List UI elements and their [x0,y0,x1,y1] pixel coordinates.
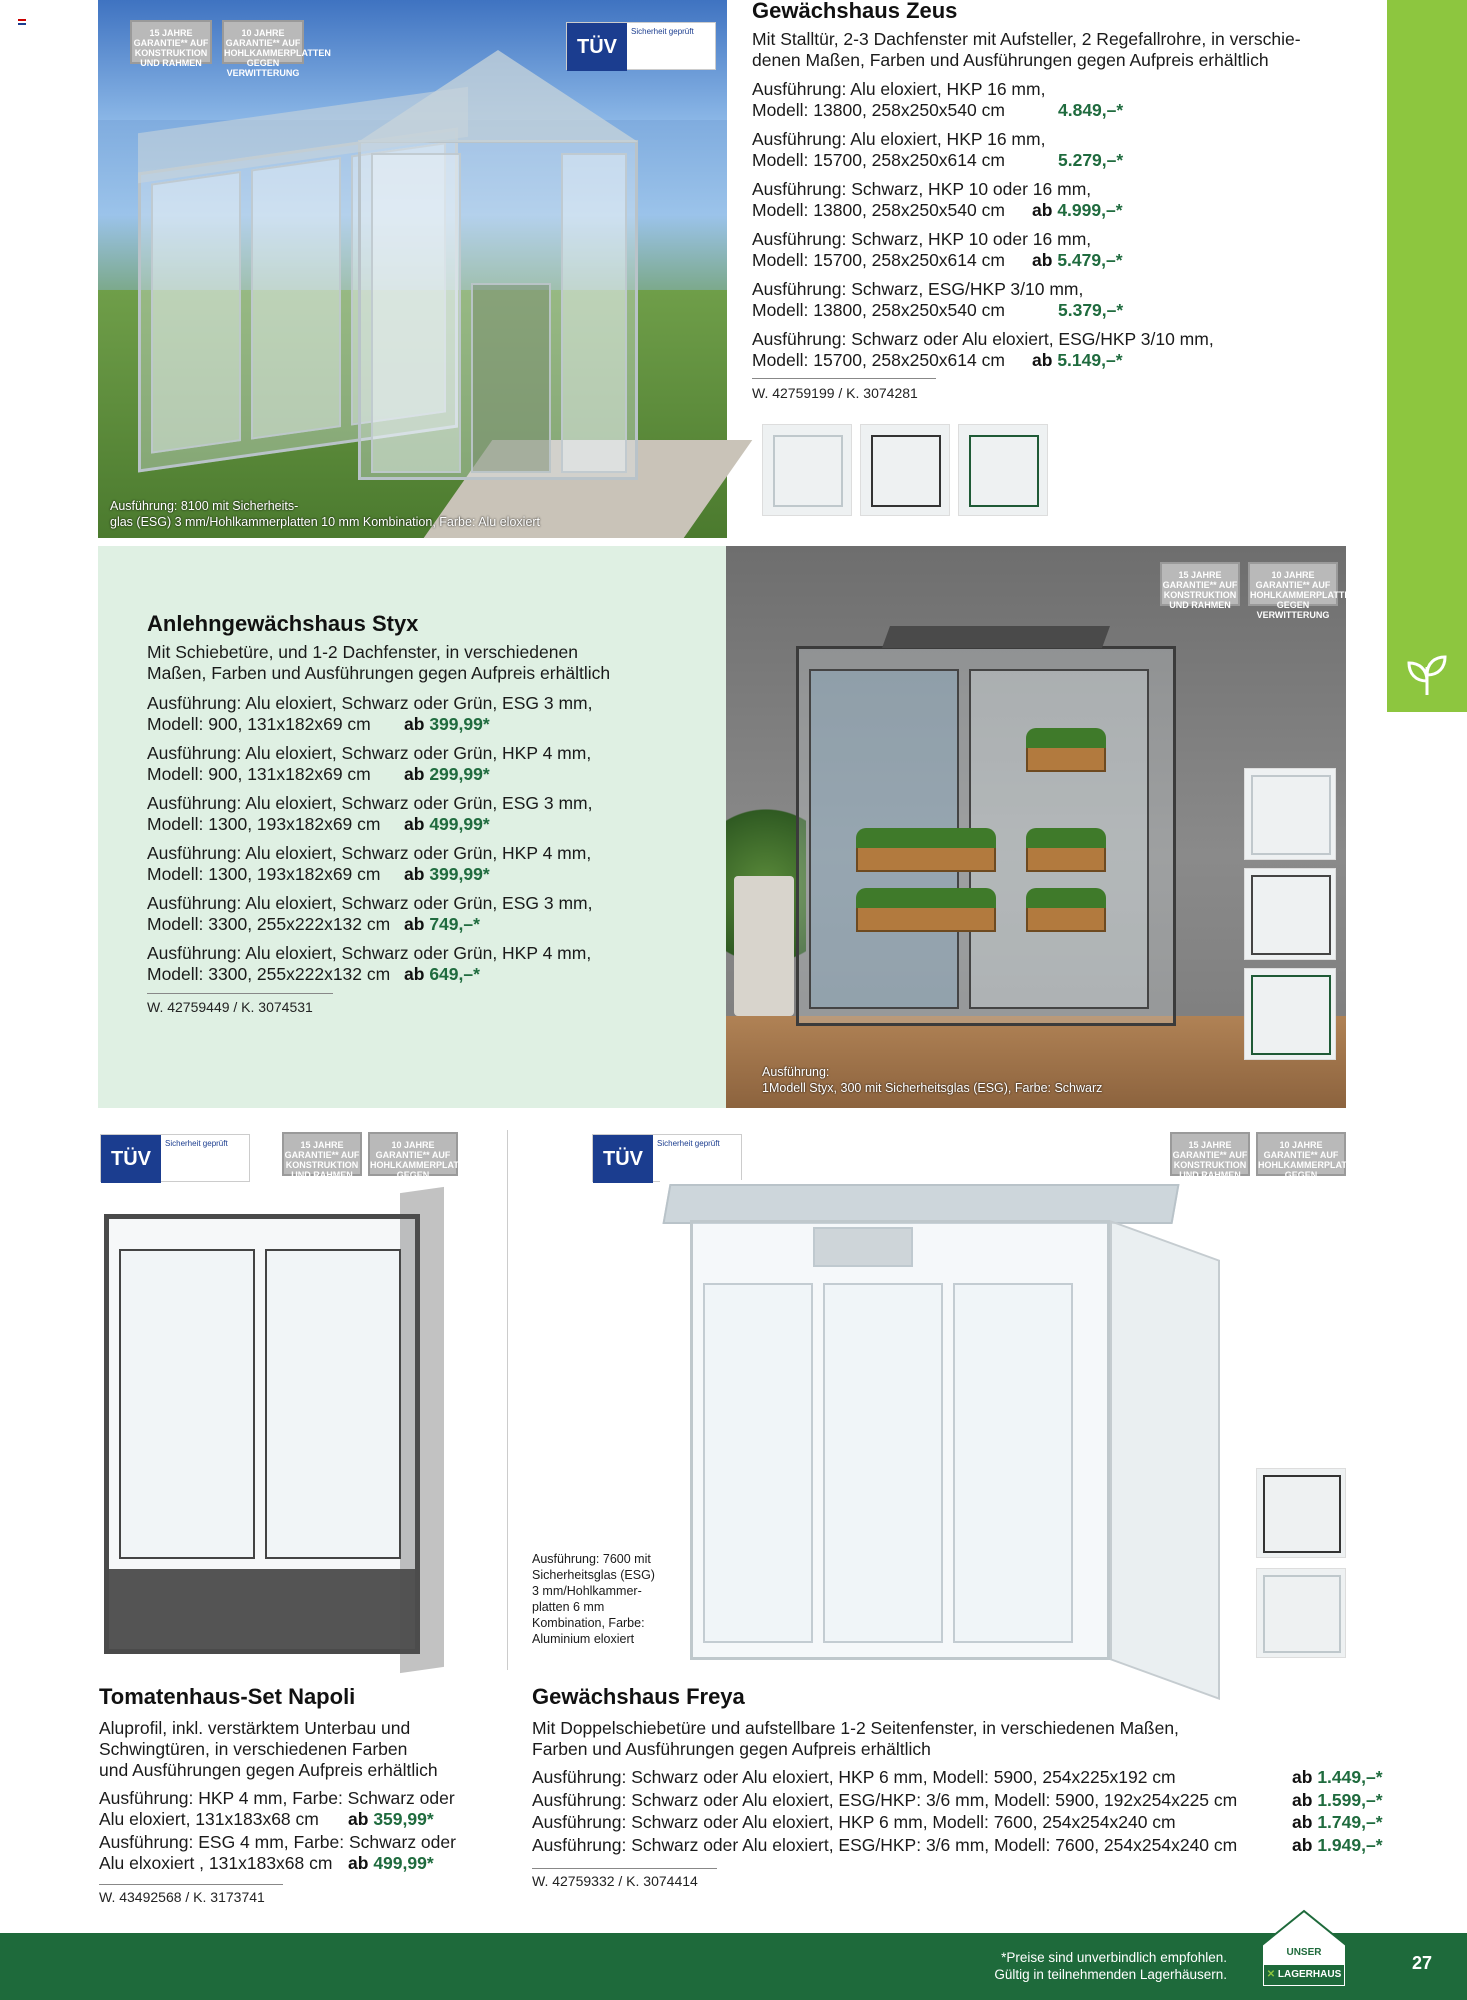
styx-caption: Ausführung: 1Modell Styx, 300 mit Sicherheitsglas (ESG), Farbe: Schwarz [762,1065,1103,1095]
tuv-seal: TÜV Sicherheit geprüft [566,22,716,70]
styx-photo [726,546,1357,1108]
variant-line: Ausführung: Alu eloxiert, HKP 16 mm, [752,129,1046,149]
napoli-sku: W. 43492568 / K. 3173741 [99,1889,265,1905]
variant-line: Modell: 3300, 255x222x132 cm [147,964,391,984]
price-prefix: ab [404,764,425,784]
variant-price [1292,1790,1383,1811]
variant-line: Ausführung: Schwarz, HKP 10 oder 16 mm, [752,229,1092,249]
zeus-thumb-alu[interactable] [762,424,852,516]
styx-title: Anlehngewächshaus Styx [147,611,419,636]
freya-title: Gewächshaus Freya [532,1684,745,1709]
page-number: 27 [1412,1953,1433,1973]
zeus-sku: W. 42759199 / K. 3074281 [752,385,918,401]
styx-description: Mit Schiebetüre, und 1-2 Dachfenster, in verschiedenen Maßen, Farben und Ausführungen gegen Aufpreis erhältlich [147,642,611,683]
price-value: 5.479,–* [1057,250,1123,270]
variant-line: Ausführung: Alu eloxiert, Schwarz oder Grün, ESG 3 mm, [147,893,593,913]
variant-line: Ausführung: ESG 4 mm, Farbe: Schwarz oder [99,1832,456,1852]
price-prefix: ab [404,964,425,984]
price-value: 299,99* [429,764,490,784]
freya-caption: Ausführung: 7600 mit Sicherheitsglas (ESG) 3 mm/Hohlkammer- platten 6 mm Kombination, Farbe: Aluminium eloxiert [532,1552,655,1646]
price-value: 359,99* [373,1809,434,1829]
napoli-title: Tomatenhaus-Set Napoli [99,1684,356,1709]
price-prefix: ab [1032,250,1053,270]
price-value: 1.749,–* [1317,1812,1383,1832]
freya-warranty-badge-10: 10 JAHRE GARANTIE** AUF HOHLKAMMERPLATTEN GEGEN VERWITTERUNG [1256,1132,1346,1176]
price-value: 749,–* [429,914,480,934]
napoli-warranty-badge-15: 15 JAHRE GARANTIE** AUF KONSTRUKTION UND RAHMEN [282,1132,362,1176]
napoli-tuv-seal: TÜV Sicherheit geprüft [100,1134,250,1182]
variant-price [404,764,490,785]
price-value: 5.279,–* [1058,150,1124,170]
zeus-description: Mit Stalltür, 2-3 Dachfenster mit Aufsteller, 2 Regefallrohre, in verschie- denen Maßen, Farben und Ausführungen gegen Aufpreis erhältlich [752,29,1301,70]
footer-disclaimer: *Preise sind unverbindlich empfohlen. Gültig in teilnehmenden Lagerhäusern. [994,1950,1227,1982]
styx-thumb-2[interactable] [1244,868,1336,960]
price-prefix: ab [1292,1834,1313,1855]
price-prefix: ab [1292,1789,1313,1810]
variant-line: Ausführung: Alu eloxiert, Schwarz oder Grün, HKP 4 mm, [147,743,592,763]
variant-price [1032,200,1123,221]
logo-bottom-text: ✕ LAGERHAUS [1266,1969,1342,1980]
variant-price [1032,250,1123,271]
variant-price [404,714,490,735]
price-value: 5.379,–* [1058,300,1124,320]
variant-line: Ausführung: Alu eloxiert, Schwarz oder Grün, HKP 4 mm, [147,943,592,963]
variant-line: Modell: 15700, 258x250x614 cm [752,250,1005,270]
styx-thumb-1[interactable] [1244,768,1336,860]
zeus-caption: Ausführung: 8100 mit Sicherheits- glas (ESG) 3 mm/Hohlkammerplatten 10 mm Kombination, Farbe: Alu eloxiert [110,499,541,529]
variant-line: Alu eloxiert, 131x183x68 cm [99,1809,319,1829]
variant-line: Ausführung: Alu eloxiert, Schwarz oder Grün, ESG 3 mm, [147,793,593,813]
price-prefix: ab [404,864,425,884]
variant-line: Ausführung: Schwarz oder Alu eloxiert, HKP 6 mm, Modell: 7600, 254x254x240 cm [532,1812,1176,1832]
zeus-thumb-black[interactable] [860,424,950,516]
price-value: 5.149,–* [1057,350,1123,370]
variant-line: Ausführung: HKP 4 mm, Farbe: Schwarz oder [99,1788,455,1808]
freya-thumb-black[interactable] [1256,1468,1346,1558]
variant-line: Ausführung: Schwarz, HKP 10 oder 16 mm, [752,179,1092,199]
flag-marker [18,19,26,25]
price-prefix: ab [348,1853,369,1873]
variant-line: Modell: 13800, 258x250x540 cm [752,100,1005,120]
variant-line: Ausführung: Schwarz oder Alu eloxiert, ESG/HKP: 3/6 mm, Modell: 7600, 254x254x240 cm [532,1834,1238,1855]
price-value: 499,99* [373,1853,434,1873]
variant-line: Ausführung: Schwarz oder Alu eloxiert, ESG/HKP 3/10 mm, [752,329,1214,349]
variant-line: Modell: 15700, 258x250x614 cm [752,350,1005,370]
variant-line: Modell: 900, 131x182x69 cm [147,714,371,734]
variant-price [404,964,480,985]
price-value: 1.949,–* [1317,1834,1383,1855]
variant-line: Ausführung: Alu eloxiert, Schwarz oder Grün, ESG 3 mm, [147,693,593,713]
price-value: 1.449,–* [1317,1767,1383,1787]
warranty-badge-10: 10 JAHRE GARANTIE** AUF HOHLKAMMERPLATTEN GEGEN VERWITTERUNG [222,20,304,64]
price-prefix: ab [1292,1767,1313,1787]
price-value: 4.849,–* [1058,100,1124,120]
logo-top-text: UNSER [1286,1947,1322,1958]
variant-price [1292,1835,1383,1856]
variant-price [404,814,490,835]
leaf-icon [1399,645,1455,701]
freya-description: Mit Doppelschiebetüre und aufstellbare 1-2 Seitenfenster, in verschiedenen Maßen, Farben und Ausführungen gegen Aufpreis erhältlich [532,1718,1179,1759]
variant-line: Modell: 13800, 258x250x540 cm [752,200,1005,220]
variant-line: Ausführung: Alu eloxiert, Schwarz oder Grün, HKP 4 mm, [147,843,592,863]
price-value: 4.999,–* [1057,200,1123,220]
styx-warranty-badge-10: 10 JAHRE GARANTIE** AUF HOHLKAMMERPLATTEN GEGEN VERWITTERUNG [1248,562,1338,606]
price-prefix: ab [404,814,425,834]
freya-photo [660,1180,1240,1670]
freya-thumb-alu[interactable] [1256,1568,1346,1658]
variant-line: Ausführung: Schwarz oder Alu eloxiert, ESG/HKP: 3/6 mm, Modell: 5900, 192x254x225 cm [532,1789,1238,1810]
variant-line: Modell: 1300, 193x182x69 cm [147,814,381,834]
price-prefix: ab [404,914,425,934]
variant-price [348,1853,434,1874]
freya-tuv-seal: TÜV Sicherheit geprüft [592,1134,742,1182]
styx-rule [147,993,333,994]
variant-line: Ausführung: Schwarz oder Alu eloxiert, HKP 6 mm, Modell: 5900, 254x225x192 cm [532,1767,1176,1787]
column-divider [507,1130,508,1670]
napoli-photo [100,1190,460,1676]
price-value: 399,99* [429,714,490,734]
variant-line: Modell: 3300, 255x222x132 cm [147,914,391,934]
price-value: 399,99* [429,864,490,884]
x-mark-icon: ✕ [1266,1969,1278,1980]
freya-warranty-badge-15: 15 JAHRE GARANTIE** AUF KONSTRUKTION UND RAHMEN [1170,1132,1250,1176]
price-prefix: ab [1032,200,1053,220]
napoli-warranty-badge-10: 10 JAHRE GARANTIE** AUF HOHLKAMMERPLATTEN GEGEN VERWITTERUNG [368,1132,458,1176]
variant-line: Modell: 900, 131x182x69 cm [147,764,371,784]
price-value: 649,–* [429,964,480,984]
warranty-badge-15: 15 JAHRE GARANTIE** AUF KONSTRUKTION UND RAHMEN [130,20,212,64]
variant-price [1292,1812,1383,1833]
styx-sku: W. 42759449 / K. 3074531 [147,999,313,1015]
variant-line: Ausführung: Schwarz, ESG/HKP 3/10 mm, [752,279,1084,299]
variant-line: Alu elxoxiert , 131x183x68 cm [99,1853,333,1873]
variant-price [1032,350,1123,371]
price-prefix: ab [404,714,425,734]
napoli-rule [99,1884,283,1885]
variant-line: Modell: 15700, 258x250x614 cm [752,150,1005,170]
price-value: 1.599,–* [1317,1789,1383,1810]
variant-price [348,1809,434,1830]
price-value: 499,99* [429,814,490,834]
variant-price [1058,300,1123,321]
zeus-title: Gewächshaus Zeus [752,0,958,23]
variant-price [1058,100,1123,121]
variant-price [1058,150,1123,171]
napoli-description: Aluprofil, inkl. verstärktem Unterbau und Schwingtüren, in verschiedenen Farben und Ausführungen gegen Aufpreis erhältlich [99,1718,438,1780]
zeus-rule [752,378,936,379]
lagerhaus-logo[interactable] [1258,1907,1350,1991]
styx-warranty-badge-15: 15 JAHRE GARANTIE** AUF KONSTRUKTION UND RAHMEN [1160,562,1240,606]
footer-bar [0,1933,1467,2000]
variant-price [404,914,480,935]
variant-line: Modell: 1300, 193x182x69 cm [147,864,381,884]
variant-price [404,864,490,885]
variant-line: Modell: 13800, 258x250x540 cm [752,300,1005,320]
freya-rule [532,1868,717,1869]
price-prefix: ab [1292,1812,1313,1832]
variant-price [1292,1767,1383,1788]
variant-line: Ausführung: Alu eloxiert, HKP 16 mm, [752,79,1046,99]
freya-sku: W. 42759332 / K. 3074414 [532,1873,698,1889]
price-prefix: ab [1032,350,1053,370]
sidebar-green-band [1387,0,1467,712]
price-prefix: ab [348,1809,369,1829]
styx-thumb-3[interactable] [1244,968,1336,1060]
zeus-thumb-green[interactable] [958,424,1048,516]
zeus-photo [98,0,727,538]
